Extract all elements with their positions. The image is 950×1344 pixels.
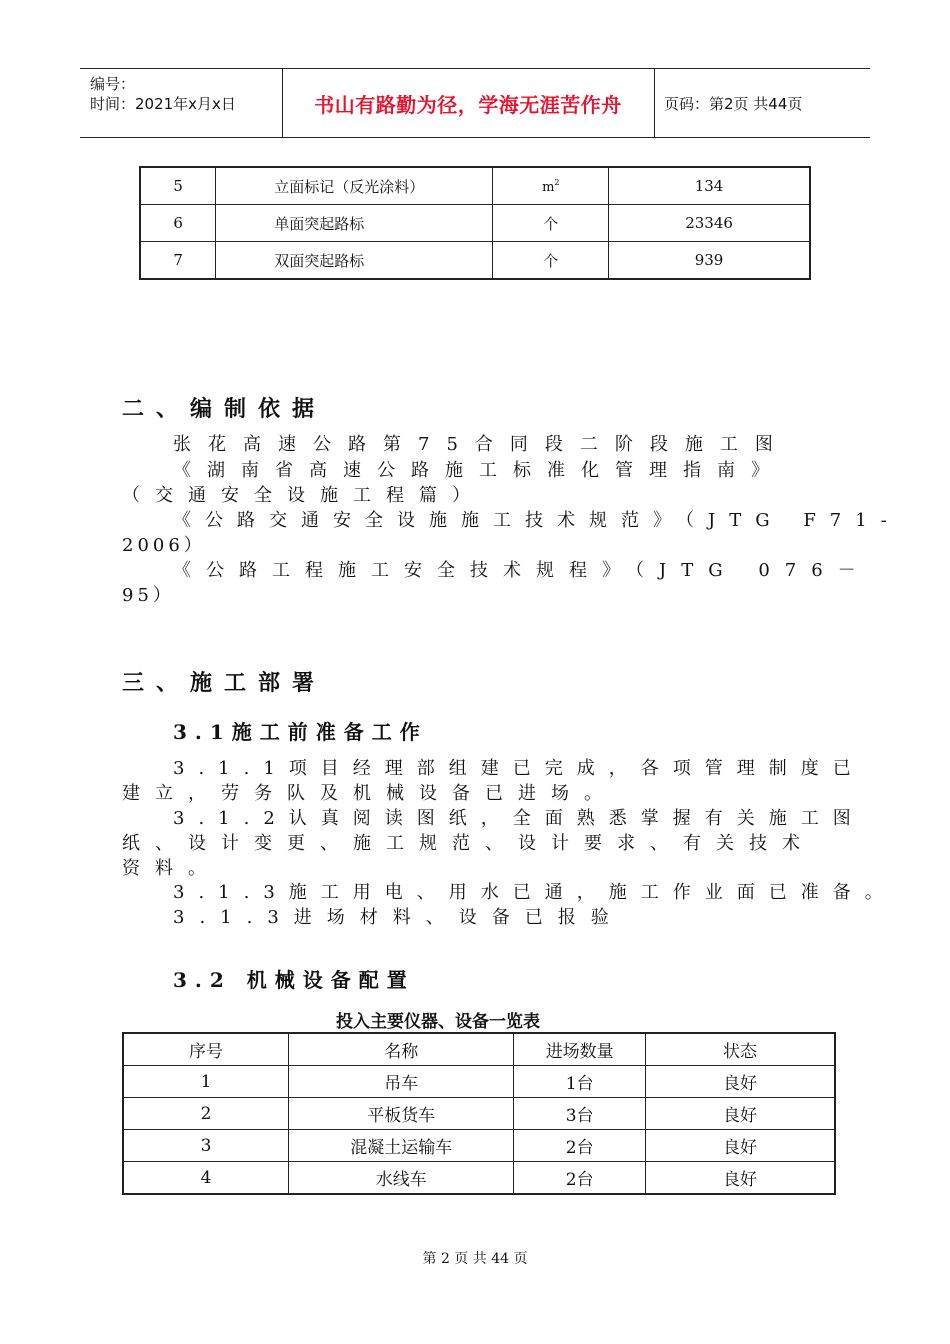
table-header-row bbox=[123, 1033, 835, 1066]
basis-line-5: 2006） bbox=[122, 535, 206, 556]
basis-line-4: 《公路交通安全设施施工技术规范》（JTG F71- bbox=[173, 510, 901, 531]
table-row bbox=[123, 1162, 835, 1195]
table-row bbox=[123, 1098, 835, 1130]
cell-unit: 个 bbox=[493, 205, 609, 242]
number-label: 编号： bbox=[90, 75, 136, 93]
prep-line-3: 3.1.2认真阅读图纸，全面熟悉掌握有关施工图 bbox=[173, 808, 865, 829]
section-3-heading: 三、施工部署 bbox=[122, 670, 327, 696]
header-slogan-cell bbox=[282, 69, 655, 137]
table-row bbox=[123, 1130, 835, 1162]
slogan: 书山有路勤为径，学海无涯苦作舟 bbox=[314, 92, 622, 117]
cell-qty: 2台 bbox=[514, 1130, 646, 1162]
cell-status: 良好 bbox=[646, 1066, 835, 1098]
header-name: 名称 bbox=[289, 1033, 514, 1066]
prep-line-5: 资料。 bbox=[122, 858, 221, 879]
section-2-heading: 二、编制依据 bbox=[122, 396, 327, 422]
cell-name: 双面突起路标 bbox=[216, 242, 493, 280]
cell-qty: 1台 bbox=[514, 1066, 646, 1098]
table-row bbox=[140, 205, 810, 242]
time-label: 时间：2021年x月x日 bbox=[90, 95, 236, 113]
cell-name: 水线车 bbox=[289, 1162, 514, 1195]
cell-no: 6 bbox=[140, 205, 216, 242]
cell-unit: $m^2$ bbox=[493, 167, 609, 205]
cell-no: 3 bbox=[123, 1130, 289, 1162]
subsection-3-1-heading: 3.1施工前准备工作 bbox=[173, 720, 428, 744]
header-status: 状态 bbox=[646, 1033, 835, 1066]
cell-no: 1 bbox=[123, 1066, 289, 1098]
basis-line-6: 《公路工程施工安全技术规程》（JTG 076－ bbox=[173, 560, 871, 581]
table-row bbox=[140, 167, 810, 205]
prep-line-1: 3.1.1项目经理部组建已完成，各项管理制度已 bbox=[173, 758, 865, 779]
cell-name: 单面突起路标 bbox=[216, 205, 493, 242]
page-footer: 第 2 页 共 44 页 bbox=[422, 1251, 528, 1267]
cell-status: 良好 bbox=[646, 1098, 835, 1130]
cell-no: 7 bbox=[140, 242, 216, 280]
cell-name: 平板货车 bbox=[289, 1098, 514, 1130]
cell-no: 5 bbox=[140, 167, 216, 205]
equipment-table bbox=[122, 1032, 836, 1195]
subsection-3-2-heading: 3.2 机械设备配置 bbox=[173, 968, 415, 992]
header-qty: 进场数量 bbox=[514, 1033, 646, 1066]
basis-line-1: 张花高速公路第75合同段二阶段施工图 bbox=[173, 434, 790, 455]
prep-line-4: 纸、设计变更、施工规范、设计要求、有关技术 bbox=[122, 833, 815, 854]
cell-qty: 939 bbox=[609, 242, 810, 280]
prep-line-7: 3.1.3进场材料、设备已报验 bbox=[173, 907, 624, 928]
table-row bbox=[123, 1066, 835, 1098]
prep-line-2: 建立，劳务队及机械设备已进场。 bbox=[122, 783, 617, 804]
cell-no: 2 bbox=[123, 1098, 289, 1130]
page-label: 页码：第2页 共44页 bbox=[664, 94, 803, 113]
cell-qty: 134 bbox=[609, 167, 810, 205]
basis-line-3: （交通安全设施工程篇） bbox=[122, 485, 485, 506]
basis-line-7: 95） bbox=[122, 585, 175, 606]
cell-name: 混凝土运输车 bbox=[289, 1130, 514, 1162]
cell-status: 良好 bbox=[646, 1130, 835, 1162]
cell-status: 良好 bbox=[646, 1162, 835, 1195]
cell-no: 4 bbox=[123, 1162, 289, 1195]
header-info-cell bbox=[80, 69, 283, 137]
cell-qty: 2台 bbox=[514, 1162, 646, 1195]
equipment-table-caption: 投入主要仪器、设备一览表 bbox=[336, 1012, 540, 1032]
header-page-cell bbox=[654, 69, 870, 137]
table-row bbox=[140, 242, 810, 280]
cell-qty: 3台 bbox=[514, 1098, 646, 1130]
prep-line-6: 3.1.3施工用电、用水已通，施工作业面已准备。 bbox=[173, 882, 897, 903]
page-header bbox=[80, 68, 870, 138]
header-no: 序号 bbox=[123, 1033, 289, 1066]
cell-name: 吊车 bbox=[289, 1066, 514, 1098]
cell-unit: 个 bbox=[493, 242, 609, 280]
cell-qty: 23346 bbox=[609, 205, 810, 242]
cell-name: 立面标记（反光涂料） bbox=[216, 167, 493, 205]
quantity-table bbox=[139, 166, 811, 280]
basis-line-2: 《湖南省高速公路施工标准化管理指南》 bbox=[173, 460, 785, 481]
